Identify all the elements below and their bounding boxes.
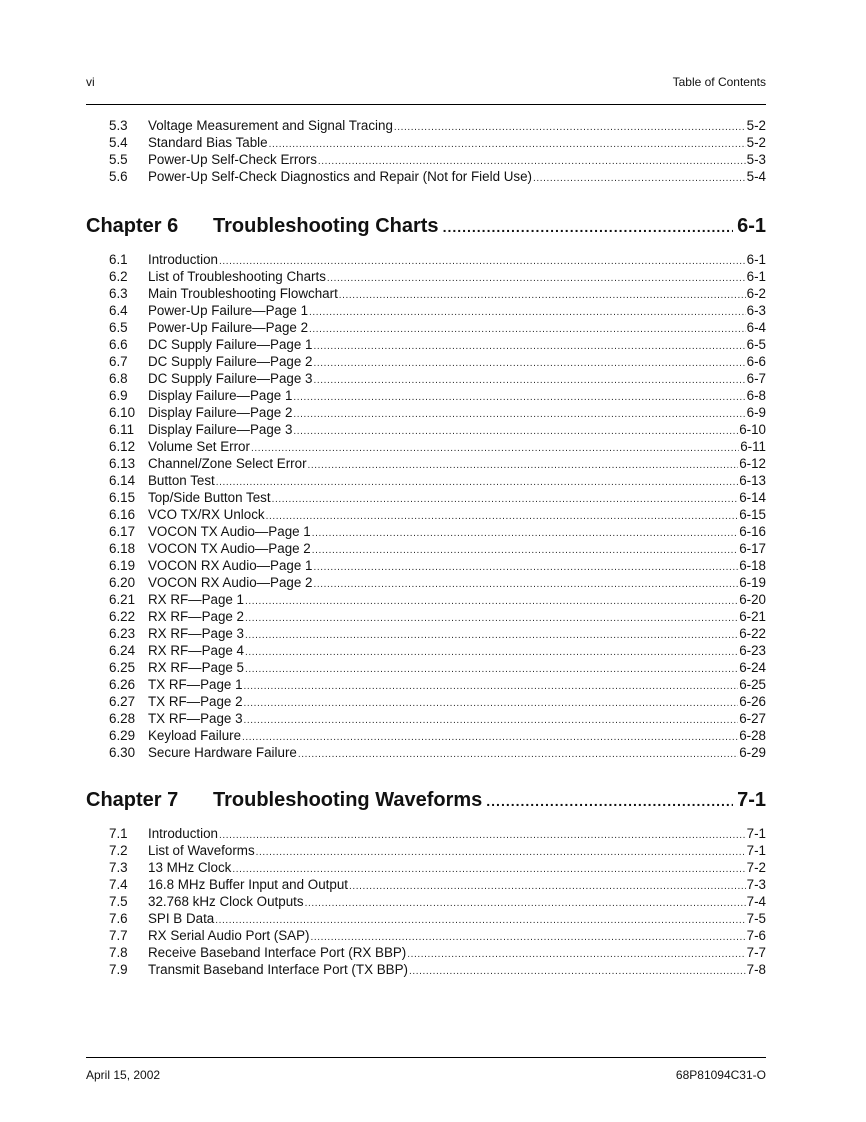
leader-dots (269, 136, 746, 153)
toc-entry-title: RX RF—Page 4 (148, 643, 245, 658)
toc-entry-page: 6-10 (739, 422, 766, 437)
leader-dots (305, 895, 746, 912)
toc-entry[interactable] (86, 151, 766, 168)
toc-entry-page: 6-1 (746, 269, 766, 284)
toc-entry-page: 6-28 (739, 728, 766, 743)
toc-entry-number: 6.1 (109, 252, 128, 267)
toc-entry[interactable] (86, 302, 766, 319)
toc-entry-page: 6-26 (739, 694, 766, 709)
chapter-title: Troubleshooting Charts (213, 215, 439, 237)
toc-entry-number: 6.22 (109, 609, 136, 624)
toc-entry[interactable] (86, 251, 766, 268)
document-number: 68P81094C31-O (675, 1068, 766, 1082)
toc-entry[interactable] (86, 506, 766, 523)
toc-entry-page: 6-27 (739, 711, 766, 726)
toc-entry-page: 6-3 (746, 303, 766, 318)
toc-entry-number: 7.1 (109, 826, 128, 841)
toc-entry-page: 7-1 (746, 843, 766, 858)
toc-entry-page: 7-1 (746, 826, 766, 841)
toc-entry-title: List of Waveforms (148, 843, 255, 858)
leader-dots (256, 844, 746, 861)
leader-dots (216, 474, 738, 491)
toc-entry-number: 6.8 (109, 371, 128, 386)
toc-entry-title: RX RF—Page 3 (148, 626, 245, 641)
leader-dots (242, 729, 738, 746)
leader-dots (309, 321, 746, 338)
toc-entry-title: 16.8 MHz Buffer Input and Output (148, 877, 348, 892)
leader-dots (245, 593, 738, 610)
toc-entry-number: 6.21 (109, 592, 136, 607)
toc-entry[interactable] (86, 319, 766, 336)
leader-dots (251, 440, 739, 457)
leader-dots (314, 372, 746, 389)
toc-entry-number: 6.17 (109, 524, 136, 539)
toc-entry-number: 6.18 (109, 541, 136, 556)
chapter-title: Troubleshooting Waveforms (213, 789, 483, 811)
toc-entry-title: DC Supply Failure—Page 1 (148, 337, 313, 352)
toc-entry-page: 6-24 (739, 660, 766, 675)
leader-dots (272, 491, 739, 508)
toc-entry[interactable] (86, 876, 766, 893)
toc-entry-page: 7-8 (746, 962, 766, 977)
toc-entry-number: 7.3 (109, 860, 128, 875)
toc-entry-title: Power-Up Self-Check Errors (148, 152, 317, 167)
toc-entry-title: Transmit Baseband Interface Port (TX BBP) (148, 962, 408, 977)
toc-entry-number: 6.16 (109, 507, 136, 522)
toc-entry-page: 7-4 (746, 894, 766, 909)
toc-entry[interactable] (86, 438, 766, 455)
toc-entry-title: Main Troubleshooting Flowchart (148, 286, 338, 301)
leader-dots (312, 525, 738, 542)
toc-entry-page: 5-4 (746, 169, 766, 184)
toc-entry-title: VOCON RX Audio—Page 1 (148, 558, 313, 573)
toc-entry-number: 6.29 (109, 728, 136, 743)
toc-entry-page: 6-13 (739, 473, 766, 488)
toc-entry-page: 6-16 (739, 524, 766, 539)
leader-dots (219, 827, 746, 844)
toc-entry[interactable] (86, 285, 766, 302)
toc-entry-number: 5.3 (109, 118, 128, 133)
toc-entry-title: TX RF—Page 3 (148, 711, 243, 726)
toc-entry-title: RX RF—Page 2 (148, 609, 245, 624)
toc-entry[interactable] (86, 540, 766, 557)
leader-dots (245, 644, 738, 661)
toc-entry-page: 6-15 (739, 507, 766, 522)
footer-rule (86, 1057, 766, 1058)
toc-entry-page: 7-3 (746, 877, 766, 892)
toc-entry-page: 6-19 (739, 575, 766, 590)
leader-dots (407, 946, 745, 963)
toc-entry-page: 5-2 (746, 118, 766, 133)
toc-entry-page: 6-7 (746, 371, 766, 386)
toc-entry-number: 6.26 (109, 677, 136, 692)
toc-entry-number: 6.27 (109, 694, 136, 709)
toc-entry-page: 6-20 (739, 592, 766, 607)
toc-entry-page: 7-7 (746, 945, 766, 960)
leader-dots (409, 963, 746, 980)
toc-entry-number: 6.9 (109, 388, 128, 403)
chapter-7-heading[interactable] (86, 785, 766, 815)
toc-entry-title: 32.768 kHz Clock Outputs (148, 894, 304, 909)
toc-entry-number: 6.3 (109, 286, 128, 301)
toc-entry-title: DC Supply Failure—Page 2 (148, 354, 313, 369)
toc-entry-title: Display Failure—Page 1 (148, 388, 293, 403)
chapter-6-list (86, 251, 766, 761)
toc-entry-number: 5.5 (109, 152, 128, 167)
toc-entry-title: TX RF—Page 2 (148, 694, 243, 709)
toc-entry[interactable] (86, 268, 766, 285)
leader-dots (309, 304, 746, 321)
leader-dots (293, 423, 738, 440)
toc-entry[interactable] (86, 625, 766, 642)
toc-entry-title: Display Failure—Page 3 (148, 422, 293, 437)
toc-entry-number: 6.11 (109, 422, 135, 437)
toc-entry-number: 6.14 (109, 473, 136, 488)
leader-dots (339, 287, 746, 304)
toc-entry[interactable] (86, 944, 766, 961)
toc-entry-title: VOCON RX Audio—Page 2 (148, 575, 313, 590)
toc-entry-number: 6.23 (109, 626, 136, 641)
leader-dots (245, 610, 738, 627)
toc-entry[interactable] (86, 893, 766, 910)
publication-date: April 15, 2002 (86, 1068, 161, 1082)
toc-entry-title: Channel/Zone Select Error (148, 456, 307, 471)
toc-entry-number: 6.13 (109, 456, 136, 471)
toc-entry-page: 5-2 (746, 135, 766, 150)
leader-dots (314, 576, 739, 593)
toc-entry[interactable] (86, 591, 766, 608)
toc-entry-number: 6.24 (109, 643, 136, 658)
toc-entry-title: Power-Up Failure—Page 1 (148, 303, 309, 318)
toc-entry-title: Voltage Measurement and Signal Tracing (148, 118, 393, 133)
toc-entry-title: Power-Up Failure—Page 2 (148, 320, 309, 335)
toc-entry-title: RX RF—Page 5 (148, 660, 245, 675)
toc-entry-number: 6.12 (109, 439, 136, 454)
leader-dots (298, 746, 738, 763)
toc-entry-number: 6.4 (109, 303, 128, 318)
chapter-page: 6-1 (737, 215, 766, 237)
toc-entry-page: 6-6 (746, 354, 766, 369)
toc-entry-title: VOCON TX Audio—Page 2 (148, 541, 311, 556)
chapter-label: Chapter 6 (86, 215, 179, 237)
toc-entry[interactable] (86, 693, 766, 710)
running-title: Table of Contents (672, 75, 766, 89)
toc-entry-title: RX Serial Audio Port (SAP) (148, 928, 310, 943)
toc-entry[interactable] (86, 608, 766, 625)
toc-entry[interactable] (86, 117, 766, 134)
leader-dots (244, 712, 739, 729)
toc-body (86, 117, 766, 978)
toc-entry-page: 6-22 (739, 626, 766, 641)
toc-entry[interactable] (86, 859, 766, 876)
toc-entry-title: DC Supply Failure—Page 3 (148, 371, 313, 386)
toc-entry-number: 7.2 (109, 843, 128, 858)
toc-entry-page: 6-17 (739, 541, 766, 556)
toc-entry-title: Introduction (148, 826, 218, 841)
toc-entry-number: 6.28 (109, 711, 136, 726)
toc-entry-number: 6.19 (109, 558, 136, 573)
section-5-list (86, 117, 766, 185)
toc-entry-page: 7-2 (746, 860, 766, 875)
toc-entry-page: 6-23 (739, 643, 766, 658)
toc-entry-number: 7.5 (109, 894, 128, 909)
toc-entry[interactable] (86, 455, 766, 472)
toc-entry[interactable] (86, 676, 766, 693)
toc-entry[interactable] (86, 557, 766, 574)
toc-entry-page: 5-3 (746, 152, 766, 167)
toc-entry[interactable] (86, 710, 766, 727)
leader-dots (293, 389, 745, 406)
toc-entry[interactable] (86, 336, 766, 353)
toc-entry-title: SPI B Data (148, 911, 215, 926)
toc-entry-title: VOCON TX Audio—Page 1 (148, 524, 311, 539)
toc-entry-page: 6-5 (746, 337, 766, 352)
toc-entry-title: List of Troubleshooting Charts (148, 269, 326, 284)
toc-entry-number: 7.7 (109, 928, 128, 943)
toc-entry[interactable] (86, 910, 766, 927)
leader-dots (245, 661, 738, 678)
toc-entry-number: 7.8 (109, 945, 128, 960)
chapter-label: Chapter 7 (86, 789, 179, 811)
toc-entry-number: 6.5 (109, 320, 128, 335)
toc-entry-title: TX RF—Page 1 (148, 677, 243, 692)
page-header (86, 75, 766, 91)
toc-entry[interactable] (86, 842, 766, 859)
toc-entry[interactable] (86, 927, 766, 944)
leader-dots (266, 508, 739, 525)
toc-entry-page: 6-1 (746, 252, 766, 267)
leader-dots (245, 627, 738, 644)
toc-entry[interactable] (86, 642, 766, 659)
toc-entry[interactable] (86, 727, 766, 744)
toc-entry[interactable] (86, 134, 766, 151)
leader-dots (312, 542, 738, 559)
leader-dots (308, 457, 739, 474)
toc-entry-number: 7.6 (109, 911, 128, 926)
toc-entry-title: RX RF—Page 1 (148, 592, 245, 607)
toc-entry-number: 6.25 (109, 660, 136, 675)
toc-entry[interactable] (86, 523, 766, 540)
leader-dots (314, 355, 746, 372)
toc-entry-title: Receive Baseband Interface Port (RX BBP) (148, 945, 407, 960)
toc-entry-number: 7.9 (109, 962, 128, 977)
toc-entry-title: 13 MHz Clock (148, 860, 232, 875)
leader-dots (349, 878, 746, 895)
leader-dots (314, 338, 746, 355)
leader-dots (244, 695, 739, 712)
toc-entry-title: Volume Set Error (148, 439, 250, 454)
toc-entry-number: 7.4 (109, 877, 128, 892)
toc-entry[interactable] (86, 825, 766, 842)
leader-dots (327, 270, 746, 287)
chapter-6-heading[interactable] (86, 211, 766, 241)
toc-entry[interactable] (86, 387, 766, 404)
toc-entry-number: 5.6 (109, 169, 128, 184)
toc-entry-title: Button Test (148, 473, 215, 488)
toc-entry[interactable] (86, 659, 766, 676)
toc-entry-title: Power-Up Self-Check Diagnostics and Repair (Not for Field Use) (148, 169, 533, 184)
toc-entry-title: Standard Bias Table (148, 135, 268, 150)
toc-entry-page: 6-18 (739, 558, 766, 573)
leader-dots (293, 406, 745, 423)
toc-entry-page: 6-2 (746, 286, 766, 301)
toc-entry-title: VCO TX/RX Unlock (148, 507, 265, 522)
leader-dots (394, 119, 746, 136)
chapter-7-list (86, 825, 766, 978)
toc-entry[interactable] (86, 421, 766, 438)
toc-entry-page: 6-14 (739, 490, 766, 505)
toc-entry-title: Secure Hardware Failure (148, 745, 297, 760)
toc-entry-page: 6-29 (739, 745, 766, 760)
toc-entry[interactable] (86, 370, 766, 387)
toc-entry[interactable] (86, 353, 766, 370)
toc-entry[interactable] (86, 744, 766, 761)
toc-entry-page: 6-25 (739, 677, 766, 692)
toc-entry-number: 6.15 (109, 490, 136, 505)
toc-entry[interactable] (86, 961, 766, 978)
toc-entry-page: 6-9 (746, 405, 766, 420)
leader-dots (314, 559, 739, 576)
toc-entry-number: 6.7 (109, 354, 128, 369)
toc-entry-number: 5.4 (109, 135, 128, 150)
toc-entry-number: 6.10 (109, 405, 136, 420)
leader-dots (443, 212, 734, 242)
toc-entry-title: Display Failure—Page 2 (148, 405, 293, 420)
toc-entry-page: 6-4 (746, 320, 766, 335)
toc-entry-title: Keyload Failure (148, 728, 242, 743)
toc-entry-page: 7-5 (746, 911, 766, 926)
toc-entry-page: 6-11 (740, 439, 766, 454)
toc-entry-page: 6-8 (746, 388, 766, 403)
page-number-roman: vi (86, 75, 95, 89)
toc-entry-title: Introduction (148, 252, 218, 267)
header-rule (86, 104, 766, 105)
leader-dots (533, 170, 746, 187)
toc-entry-number: 6.2 (109, 269, 128, 284)
leader-dots (244, 678, 739, 695)
toc-entry-page: 6-12 (739, 456, 766, 471)
toc-entry-page: 6-21 (739, 609, 766, 624)
toc-entry[interactable] (86, 574, 766, 591)
toc-entry-number: 6.6 (109, 337, 128, 352)
toc-entry-title: Top/Side Button Test (148, 490, 271, 505)
chapter-page: 7-1 (737, 789, 766, 811)
toc-entry[interactable] (86, 472, 766, 489)
toc-entry[interactable] (86, 489, 766, 506)
toc-entry-page: 7-6 (746, 928, 766, 943)
toc-entry-number: 6.20 (109, 575, 136, 590)
toc-entry[interactable] (86, 168, 766, 185)
toc-entry[interactable] (86, 404, 766, 421)
leader-dots (486, 786, 733, 816)
toc-entry-number: 6.30 (109, 745, 136, 760)
